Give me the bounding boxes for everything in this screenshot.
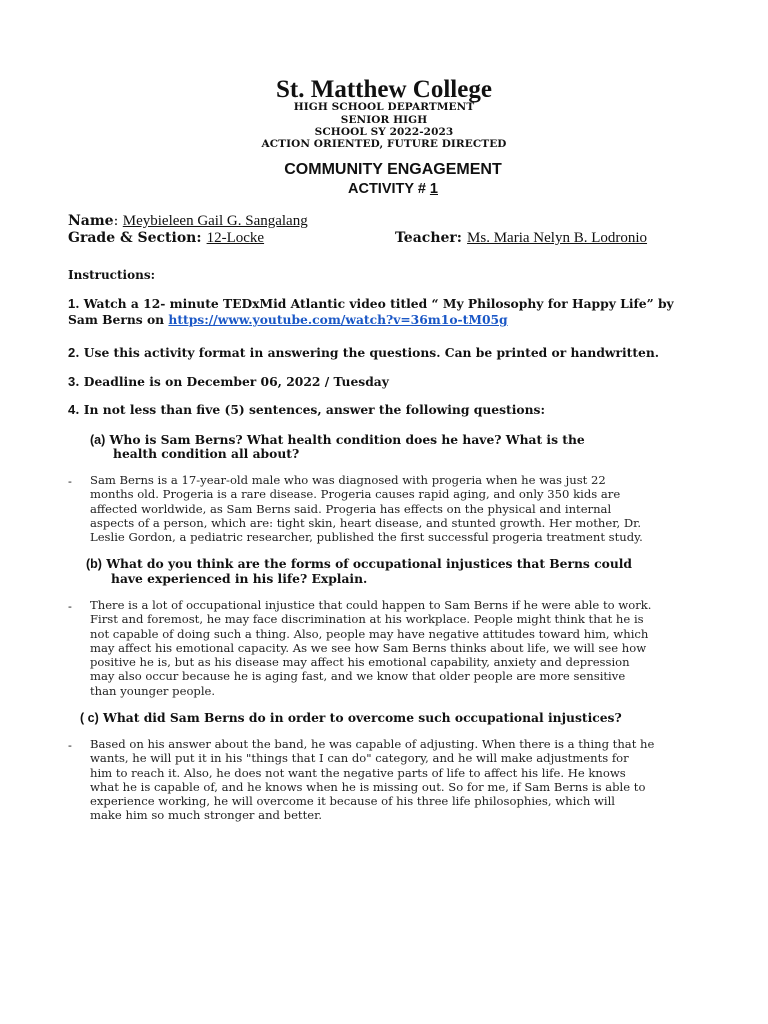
college-name: St. Matthew College (276, 76, 492, 103)
name-value: Meybieleen Gail G. Sangalang (122, 213, 308, 229)
answer-c-dash: - (68, 738, 72, 752)
instruction-number: 4 (68, 402, 76, 417)
school-year-line: SCHOOL SY 2022-2023 (314, 126, 454, 138)
instruction-item-1-line2 (68, 312, 508, 327)
question-letter: (b) (86, 557, 102, 571)
teacher-value: Ms. Maria Nelyn B. Lodronio (467, 230, 648, 246)
instruction-text: . Watch a 12- minute TEDxMid Atlantic video titled “ My Philosophy for Happy Life” by (75, 296, 674, 311)
question-text: Who is Sam Berns? What health condition does he have? What is the (105, 432, 585, 447)
instruction-item-1 (68, 296, 674, 311)
question-letter: ( c) (80, 711, 99, 725)
grade-label: Grade & Section: (68, 230, 202, 246)
question-a-line2: health condition all about? (113, 446, 300, 461)
motto-line: ACTION ORIENTED, FUTURE DIRECTED (261, 138, 507, 150)
answer-b-dash: - (68, 599, 72, 613)
level-line: SENIOR HIGH (340, 114, 428, 126)
instruction-item-4 (68, 402, 545, 417)
video-link[interactable]: https://www.youtube.com/watch?v=36m1o-tM05g (168, 312, 508, 327)
instruction-text: . In not less than five (5) sentences, answer the following questions: (75, 402, 545, 417)
teacher-label: Teacher: (395, 230, 462, 246)
question-text: What do you think are the forms of occupational injustices that Berns could (101, 556, 633, 571)
name-colon: : (113, 213, 123, 229)
instruction-text: Sam Berns on (68, 312, 169, 327)
question-text: What did Sam Berns do in order to overcome such occupational injustices? (98, 710, 622, 725)
question-b-line2: have experienced in his life? Explain. (111, 571, 368, 586)
question-c (80, 710, 622, 725)
answer-b: There is a lot of occupational injustice that could happen to Sam Berns if he were able to work. First and foremost, he may face discrimination at his workplace. People might think that he is not capable of doing such a thing. Also, people may have negative attitudes toward him, which may affect his emotional capacity. As we see how Sam Berns thinks about life, we will see how positive he is, but as his disease may affect his emotional capability, anxiety and depression may also occur because he is aging fast, and we know that older people are more sensitive than younger people. (90, 598, 652, 698)
instruction-number: 3 (68, 374, 76, 389)
answer-c: Based on his answer about the band, he was capable of adjusting. When there is a thing that he wants, he will put it in his "things that I can do" category, and he will make adjustments for him to reach it. Also, he does not want the negative parts of life to affect his life. He knows what he is capable of, and he knows when he is missing out. So for me, if Sam Berns is able to experience working, he will overcome it because of his three life philosophies, which will make him so much stronger and better. (90, 737, 655, 823)
instruction-number: 1 (68, 296, 76, 311)
instructions-heading: Instructions: (68, 268, 156, 282)
question-b (86, 556, 632, 571)
instruction-number: 2 (68, 345, 76, 360)
department-line: HIGH SCHOOL DEPARTMENT (293, 101, 475, 113)
question-a (90, 432, 585, 447)
instruction-text: . Use this activity format in answering the questions. Can be printed or handwritten. (75, 345, 660, 360)
activity-number: 1 (429, 181, 438, 197)
document-title: COMMUNITY ENGAGEMENT (284, 161, 502, 178)
activity-title (0, 181, 768, 197)
grade-value: 12-Locke (206, 230, 265, 246)
instruction-item-2 (68, 345, 659, 360)
grade-row (68, 227, 264, 247)
teacher-row (395, 227, 647, 247)
question-letter: (a) (90, 433, 106, 447)
answer-a-dash: - (68, 474, 72, 488)
instruction-item-3 (68, 374, 389, 389)
name-label: Name (68, 213, 114, 229)
answer-a: Sam Berns is a 17-year-old male who was diagnosed with progeria when he was just 22 months old. Progeria is a rare disease. Progeria causes rapid aging, and only 350 kids are affected worldwide, as Sam Berns said. Progeria has effects on the physical and internal aspects of a person, which are: tight skin, heart disease, and stunted growth. Her mother, Dr. Leslie Gordon, a pediatric researcher, published the first successful progeria treatment study. (90, 473, 643, 545)
instruction-text: . Deadline is on December 06, 2022 / Tuesday (75, 374, 389, 389)
activity-label: ACTIVITY # (348, 181, 430, 197)
